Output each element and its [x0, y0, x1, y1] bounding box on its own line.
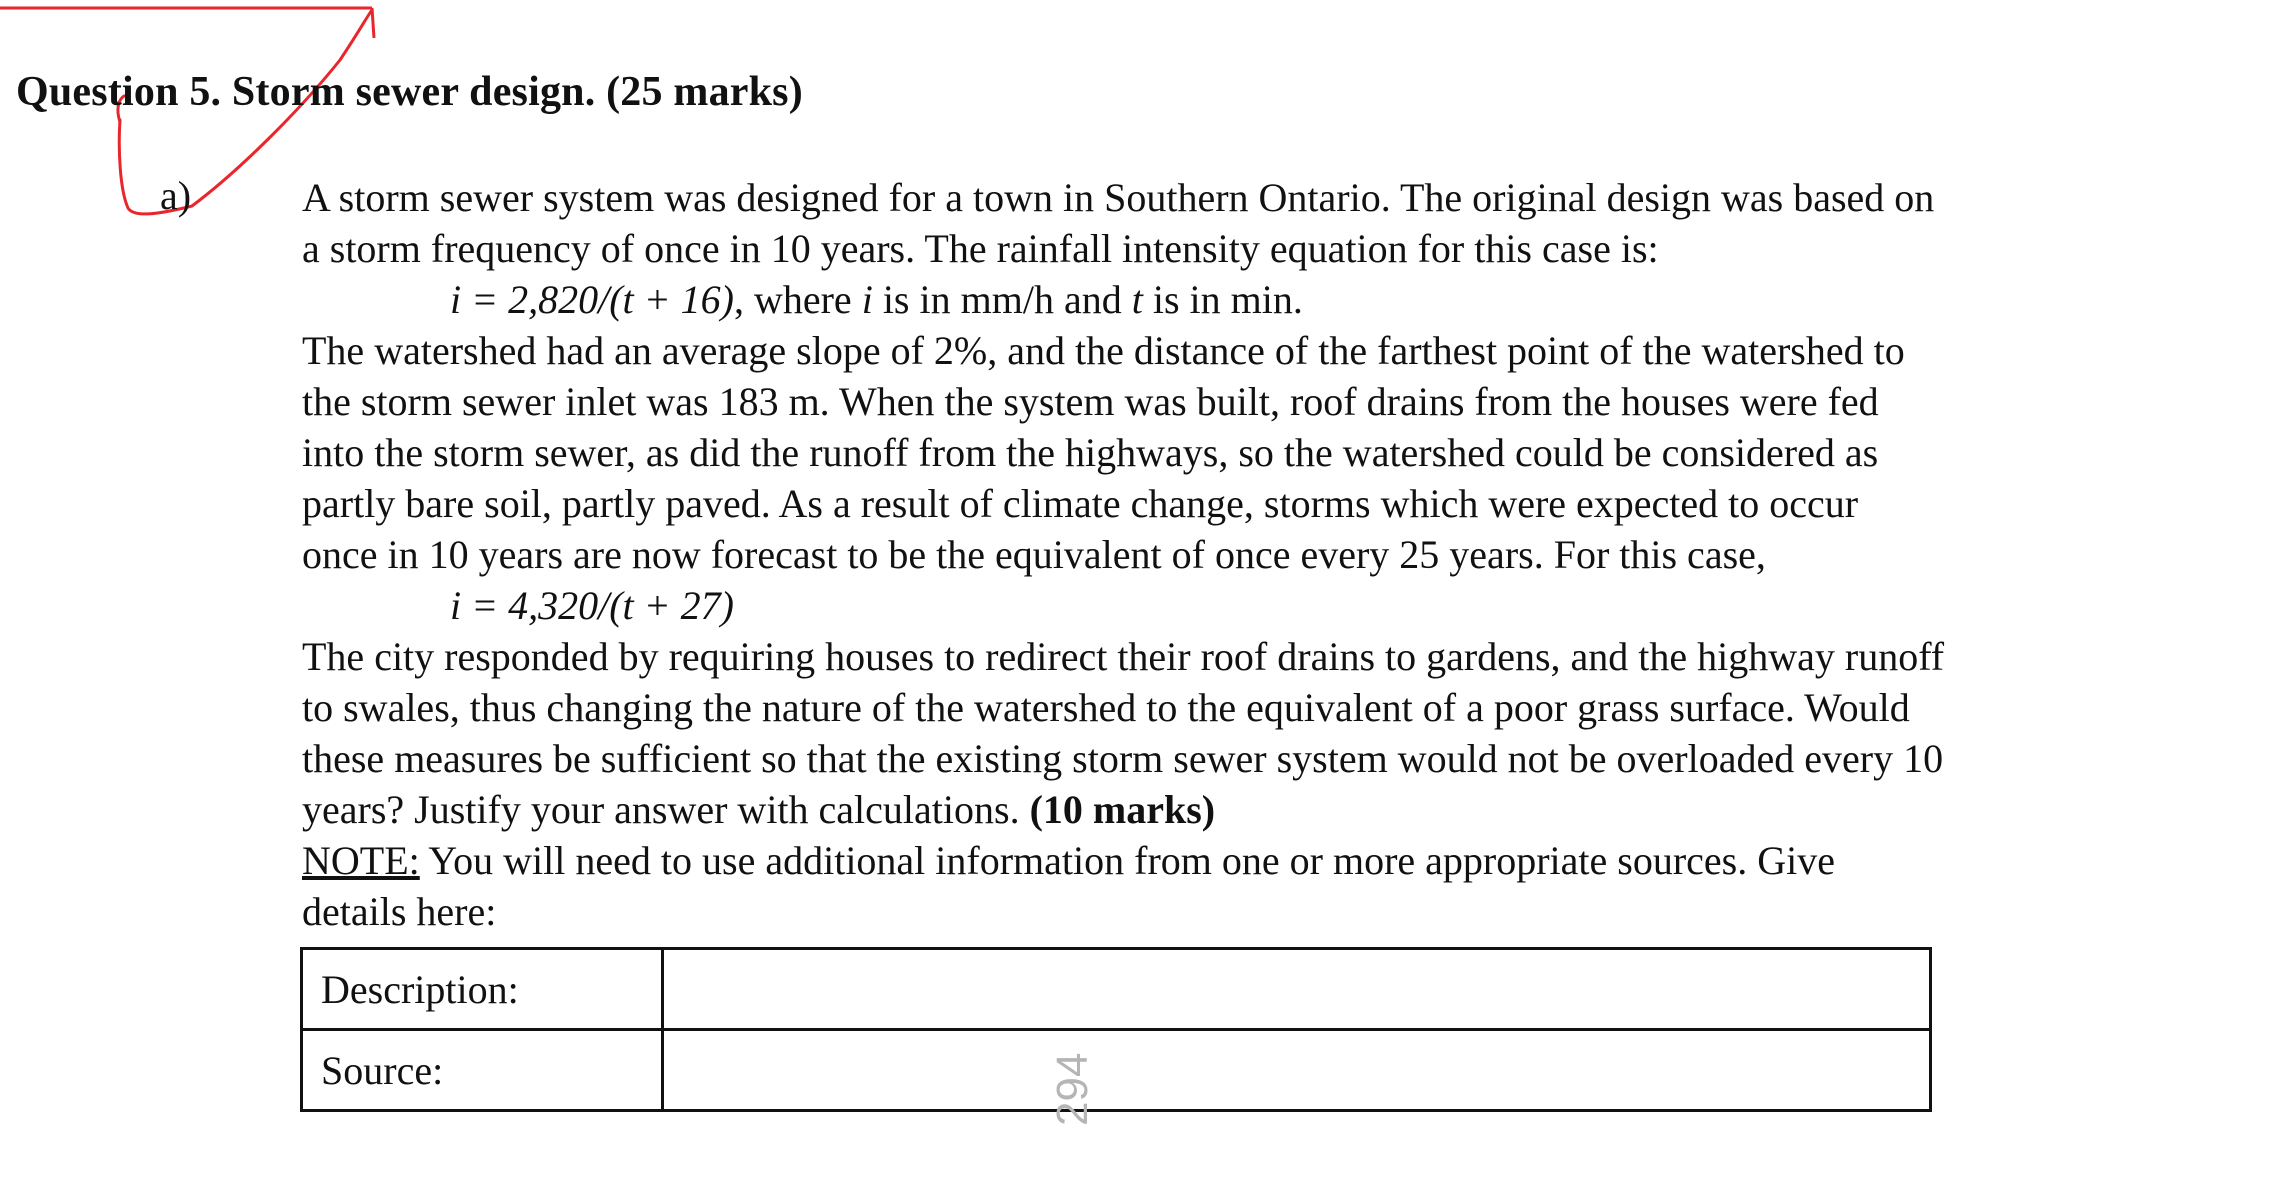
marks-label: (10 marks)	[1029, 787, 1216, 832]
table-row	[302, 949, 1931, 1030]
equation1-text-a: , where	[733, 277, 862, 322]
equation1-formula: i = 2,820/(t + 16)	[450, 277, 734, 322]
note-label: NOTE:	[302, 838, 420, 883]
paragraph3-line: to swales, thus changing the nature of the watershed to the equivalent of a poor grass surface. Would	[302, 685, 1910, 730]
note-text: You will need to use additional information from one or more appropriate sources. Give	[419, 838, 1835, 883]
note-line	[302, 835, 2202, 886]
paragraph3-line: The city responded by requiring houses to redirect their roof drains to gardens, and the highway runoff	[302, 634, 1945, 679]
part-label: a)	[160, 173, 192, 218]
equation1-var-t: t	[1131, 277, 1143, 322]
paragraph2-line: once in 10 years are now forecast to be the equivalent of once every 25 years. For this case,	[302, 532, 1766, 577]
equation1-text-b: is in mm/h and	[872, 277, 1132, 322]
question-body	[302, 172, 2202, 937]
equation2-formula: i = 4,320/(t + 27)	[450, 583, 734, 628]
paragraph2-line: into the storm sewer, as did the runoff from the highways, so the watershed could be considered as	[302, 430, 1879, 475]
annotation-right-tick	[372, 8, 374, 38]
description-field[interactable]	[663, 949, 1931, 1030]
note-line2: details here:	[302, 889, 497, 934]
paragraph3-line: these measures be sufficient so that the existing storm sewer system would not be overloaded every 10	[302, 736, 1944, 781]
paragraph2-line: partly bare soil, partly paved. As a result of climate change, storms which were expected to occur	[302, 481, 1859, 526]
source-label: Source:	[302, 1030, 663, 1111]
paragraph1-line1: A storm sewer system was designed for a town in Southern Ontario. The original design was based on	[302, 175, 1935, 220]
page-number: 294	[1048, 1052, 1097, 1126]
paragraph2-line: The watershed had an average slope of 2%, and the distance of the farthest point of the watershed to	[302, 328, 1905, 373]
source-field[interactable]	[663, 1030, 1931, 1111]
paragraph3-last-line	[302, 784, 2202, 835]
equation1-var-i: i	[861, 277, 873, 322]
paragraph1-line2: a storm frequency of once in 10 years. The rainfall intensity equation for this case is:	[302, 226, 1659, 271]
paragraph2-line: the storm sewer inlet was 183 m. When the system was built, roof drains from the houses were fed	[302, 379, 1879, 424]
details-table	[300, 947, 1932, 1112]
paragraph3-last-text: years? Justify your answer with calculations.	[302, 787, 1030, 832]
equation1-text-c: is in min.	[1142, 277, 1303, 322]
equation1-line	[302, 274, 2202, 325]
question-heading: Question 5. Storm sewer design. (25 marks)	[16, 69, 803, 115]
table-row	[302, 1030, 1931, 1111]
description-label: Description:	[302, 949, 663, 1030]
